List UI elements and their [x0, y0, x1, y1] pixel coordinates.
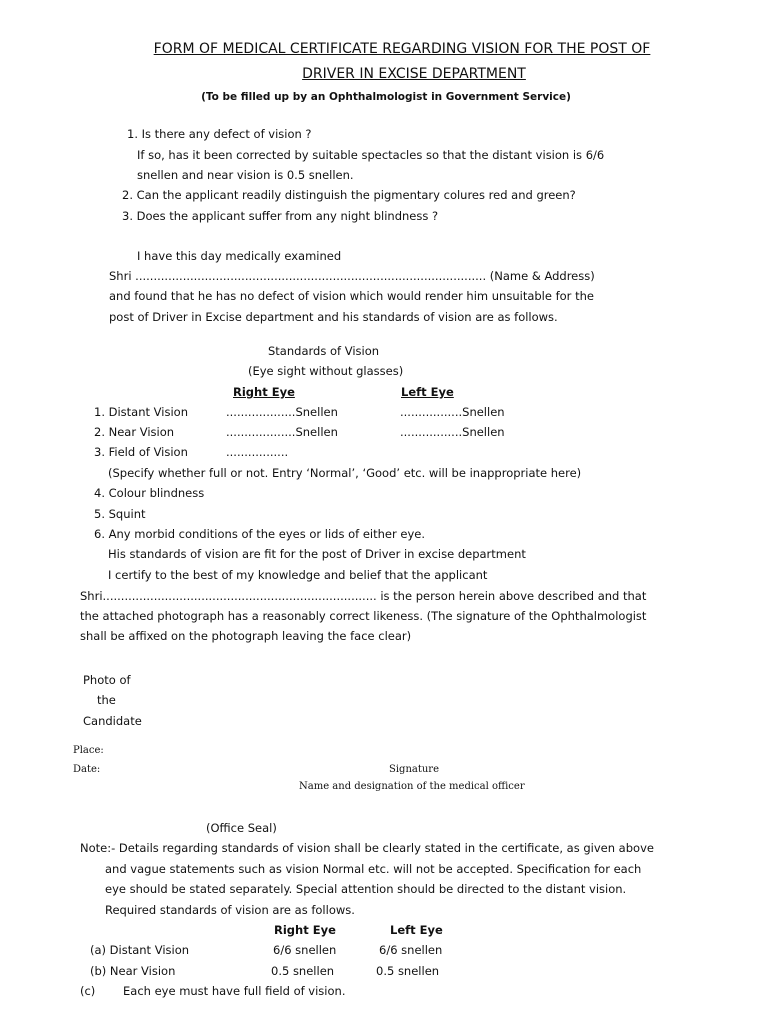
date-label: Date:: [73, 764, 101, 775]
question-1: 1. Is there any defect of vision ?: [127, 127, 312, 141]
note-line-4: Required standards of vision are as follows.: [105, 903, 355, 917]
certify-statement: I certify to the best of my knowledge and belief that the applicant: [108, 568, 488, 582]
question-1-continuation-1: If so, has it been corrected by suitable spectacles so that the distant vision is 6/6: [137, 148, 605, 162]
distant-vision-label: 1. Distant Vision: [94, 405, 188, 419]
photograph-statement-2: shall be affixed on the photograph leaving the face clear): [80, 629, 412, 643]
signature-label: Signature: [389, 764, 440, 775]
field-of-vision-right: .................: [226, 445, 289, 459]
document-subtitle: (To be filled up by an Ophthalmologist in Government Service): [201, 91, 571, 103]
morbid-conditions-item: 6. Any morbid conditions of the eyes or lids of either eye.: [94, 527, 425, 541]
near-vision-right: ...................Snellen: [226, 425, 338, 439]
note-line-2: and vague statements such as vision Normal etc. will not be accepted. Specification for each: [105, 862, 642, 876]
note-distant-vision-label: (a) Distant Vision: [90, 943, 190, 957]
exam-line-2: Shri ................................................................................................ (Name & Address): [109, 269, 595, 283]
note-field-label: (c): [80, 984, 96, 998]
photo-label-line2: the: [97, 693, 116, 707]
question-3: 3. Does the applicant suffer from any night blindness ?: [122, 209, 439, 223]
exam-line-4: post of Driver in Excise department and his standards of vision are as follows.: [109, 310, 558, 324]
left-eye-header: Left Eye: [401, 385, 454, 399]
note-distant-vision-right: 6/6 snellen: [273, 943, 337, 957]
shri-line: Shri........................................................................... is the person herein above described and that: [80, 589, 647, 603]
note-left-eye-header: Left Eye: [390, 923, 443, 937]
note-line-3: eye should be stated separately. Special attention should be directed to the distant vision.: [105, 882, 627, 896]
near-vision-left: .................Snellen: [400, 425, 505, 439]
officer-designation-label: Name and designation of the medical officer: [299, 781, 525, 792]
question-2: 2. Can the applicant readily distinguish the pigmentary colures red and green?: [122, 188, 576, 202]
distant-vision-left: .................Snellen: [400, 405, 505, 419]
photo-label-line3: Candidate: [83, 714, 142, 728]
near-vision-label: 2. Near Vision: [94, 425, 175, 439]
note-line-1: Note:- Details regarding standards of vision shall be clearly stated in the certificate, as given above: [80, 841, 654, 855]
note-field-text: Each eye must have full field of vision.: [123, 984, 346, 998]
colour-blindness-item: 4. Colour blindness: [94, 486, 205, 500]
exam-line-3: and found that he has no defect of vision which would render him unsuitable for the: [109, 289, 594, 303]
office-seal-label: (Office Seal): [206, 821, 277, 835]
document-title-line2: DRIVER IN EXCISE DEPARTMENT: [302, 66, 526, 82]
standards-subheading: (Eye sight without glasses): [248, 364, 404, 378]
exam-line-1: I have this day medically examined: [137, 249, 342, 263]
note-near-vision-left: 0.5 snellen: [376, 964, 440, 978]
field-of-vision-label: 3. Field of Vision: [94, 445, 188, 459]
photo-label-line1: Photo of: [83, 673, 131, 687]
photograph-statement-1: the attached photograph has a reasonably correct likeness. (The signature of the Ophthalmologist: [80, 609, 647, 623]
note-near-vision-label: (b) Near Vision: [90, 964, 176, 978]
fit-statement: His standards of vision are fit for the post of Driver in excise department: [108, 547, 526, 561]
squint-item: 5. Squint: [94, 507, 146, 521]
right-eye-header: Right Eye: [233, 385, 295, 399]
field-of-vision-note: (Specify whether full or not. Entry ‘Normal’, ‘Good’ etc. will be inappropriate here): [108, 466, 582, 480]
distant-vision-right: ...................Snellen: [226, 405, 338, 419]
note-right-eye-header: Right Eye: [274, 923, 336, 937]
note-distant-vision-left: 6/6 snellen: [379, 943, 443, 957]
note-near-vision-right: 0.5 snellen: [271, 964, 335, 978]
document-title-line1: FORM OF MEDICAL CERTIFICATE REGARDING VISION FOR THE POST OF: [153, 41, 651, 57]
standards-heading: Standards of Vision: [268, 344, 380, 358]
place-label: Place:: [73, 745, 104, 756]
question-1-continuation-2: snellen and near vision is 0.5 snellen.: [137, 168, 354, 182]
